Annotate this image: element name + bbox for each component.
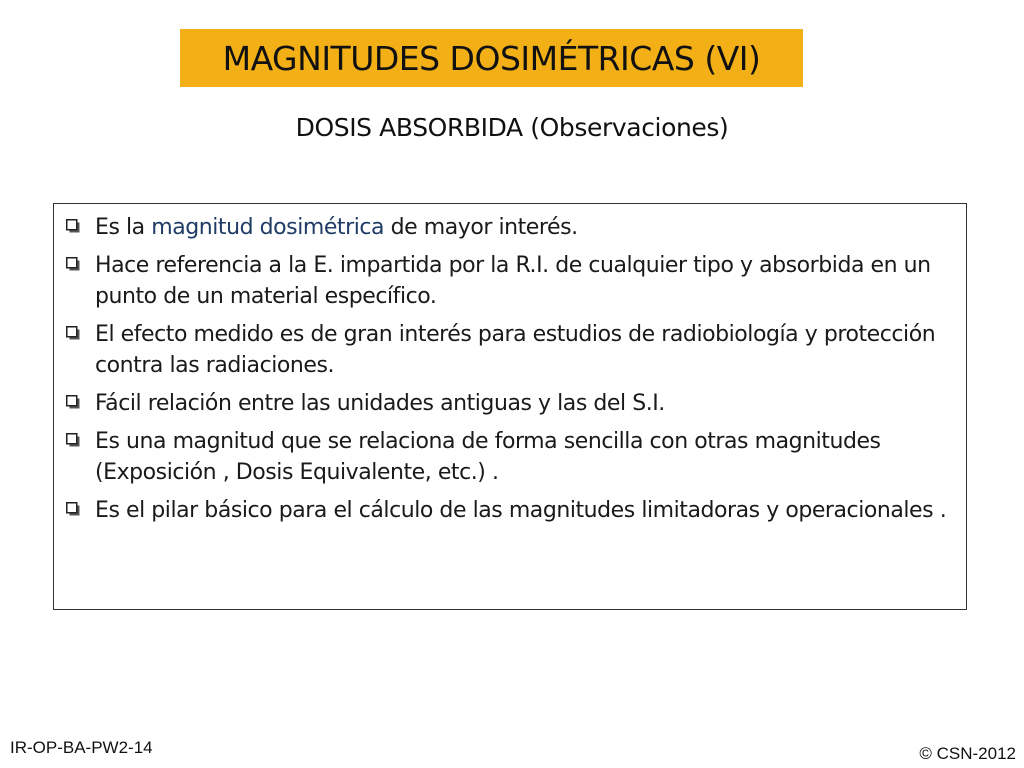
bullet-item-1 — [66, 212, 954, 243]
bullet-text-2: Hace referencia a la E. impartida por la R.I. de cualquier tipo y absorbida en un punto de un material específico. — [95, 253, 931, 309]
slide-subtitle: DOSIS ABSORBIDA (Observaciones) — [295, 113, 729, 142]
checkbox-square-icon — [66, 326, 80, 340]
checkbox-square-icon — [66, 257, 80, 271]
slide-title: MAGNITUDES DOSIMÉTRICAS (VI) — [222, 38, 761, 78]
footer-code: IR-OP-BA-PW2-14 — [10, 738, 153, 757]
checkbox-square-icon — [66, 502, 80, 516]
checkbox-square-icon — [66, 433, 80, 447]
bullet-item-3 — [66, 319, 954, 381]
bullet-list — [66, 212, 954, 526]
bullet-text-4: Fácil relación entre las unidades antiguas y las del S.I. — [95, 391, 665, 416]
checkbox-square-icon — [66, 395, 80, 409]
bullet-text-1 — [95, 212, 578, 243]
bullet-item-5 — [66, 426, 954, 488]
bullet-1-suffix: de mayor interés. — [384, 215, 578, 240]
bullet-item-2 — [66, 250, 954, 312]
bullet-text-3: El efecto medido es de gran interés para estudios de radiobiología y protección contra las radiaciones. — [95, 322, 936, 378]
checkbox-square-icon — [66, 219, 80, 233]
bullet-item-4 — [66, 388, 954, 419]
bullet-item-6 — [66, 495, 954, 526]
bullet-1-highlight: magnitud dosimétrica — [151, 215, 385, 240]
bullet-text-5: Es una magnitud que se relaciona de forma sencilla con otras magnitudes (Exposición , Dosis Equivalente, etc.) . — [95, 429, 881, 485]
bullet-text-6: Es el pilar básico para el cálculo de las magnitudes limitadoras y operacionales . — [95, 498, 947, 523]
bullet-1-prefix: Es la — [95, 215, 152, 240]
title-band — [180, 29, 803, 87]
content-box — [53, 203, 967, 610]
footer-copyright: © CSN-2012 — [919, 744, 1016, 763]
